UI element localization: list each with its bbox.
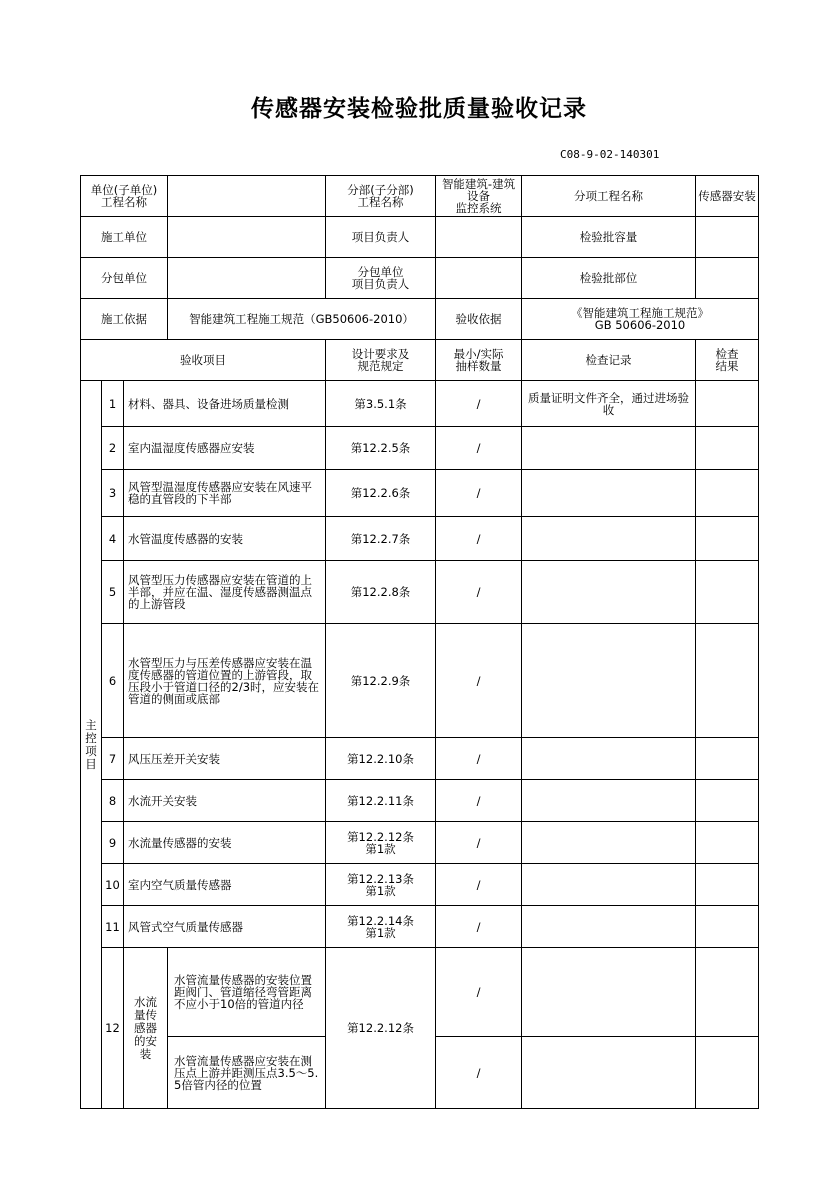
row-sample[interactable]: / bbox=[436, 561, 522, 624]
row-number: 11 bbox=[102, 906, 124, 948]
table-row bbox=[81, 864, 759, 906]
row-record[interactable]: 质量证明文件齐全，通过进场验收 bbox=[522, 381, 696, 427]
constructor-label: 施工单位 bbox=[81, 217, 168, 258]
row-spec: 第12.2.5条 bbox=[326, 427, 436, 470]
table-row bbox=[81, 780, 759, 822]
table-row bbox=[81, 470, 759, 517]
table-row bbox=[81, 517, 759, 561]
row-result[interactable] bbox=[696, 517, 759, 561]
subdiv-value[interactable]: 智能建筑-建筑设备 监控系统 bbox=[436, 176, 522, 217]
row-item: 水流开关安装 bbox=[124, 780, 326, 822]
row-number: 6 bbox=[102, 624, 124, 738]
pm-value[interactable] bbox=[436, 217, 522, 258]
row-sample[interactable]: / bbox=[436, 624, 522, 738]
row-item: 水管流量传感器应安装在测压点上游并距测压点3.5～5.5倍管内径的位置 bbox=[168, 1037, 326, 1109]
row-record[interactable] bbox=[522, 1037, 696, 1109]
sub-pm-value[interactable] bbox=[436, 258, 522, 299]
row-number: 9 bbox=[102, 822, 124, 864]
row12-group bbox=[124, 948, 168, 1109]
acceptance-table bbox=[80, 175, 759, 1109]
main-control-group bbox=[81, 381, 102, 1109]
row-result[interactable] bbox=[696, 427, 759, 470]
table-row bbox=[81, 948, 759, 1037]
row-number: 8 bbox=[102, 780, 124, 822]
constructor-value[interactable] bbox=[168, 217, 326, 258]
row-result[interactable] bbox=[696, 1037, 759, 1109]
row-result[interactable] bbox=[696, 822, 759, 864]
row-record[interactable] bbox=[522, 738, 696, 780]
row-spec: 第12.2.12条 bbox=[326, 948, 436, 1109]
row-number: 1 bbox=[102, 381, 124, 427]
table-row bbox=[81, 906, 759, 948]
page-title: 传感器安装检验批质量验收记录 bbox=[251, 96, 587, 122]
table-row bbox=[81, 561, 759, 624]
row-record[interactable] bbox=[522, 517, 696, 561]
row-sample[interactable]: / bbox=[436, 864, 522, 906]
row-item: 水流量传感器的安装 bbox=[124, 822, 326, 864]
row-record[interactable] bbox=[522, 906, 696, 948]
row-number: 5 bbox=[102, 561, 124, 624]
row-spec: 第12.2.8条 bbox=[326, 561, 436, 624]
row-spec: 第12.2.12条 第1款 bbox=[326, 822, 436, 864]
col-record: 检查记录 bbox=[522, 340, 696, 381]
row-result[interactable] bbox=[696, 780, 759, 822]
sub-label: 分包单位 bbox=[81, 258, 168, 299]
row-spec: 第12.2.9条 bbox=[326, 624, 436, 738]
row-spec: 第12.2.7条 bbox=[326, 517, 436, 561]
row-result[interactable] bbox=[696, 561, 759, 624]
row-sample[interactable]: / bbox=[436, 1037, 522, 1109]
row-number: 10 bbox=[102, 864, 124, 906]
info-row-4 bbox=[81, 299, 759, 340]
row-spec: 第12.2.13条 第1款 bbox=[326, 864, 436, 906]
row-sample[interactable]: / bbox=[436, 948, 522, 1037]
row-sample[interactable]: / bbox=[436, 822, 522, 864]
info-row-3 bbox=[81, 258, 759, 299]
row-spec: 第12.2.10条 bbox=[326, 738, 436, 780]
row-sample[interactable]: / bbox=[436, 780, 522, 822]
row-result[interactable] bbox=[696, 948, 759, 1037]
part-value[interactable] bbox=[696, 258, 759, 299]
subitem-label: 分项工程名称 bbox=[522, 176, 696, 217]
pm-label: 项目负责人 bbox=[326, 217, 436, 258]
col-result: 检查 结果 bbox=[696, 340, 759, 381]
row-result[interactable] bbox=[696, 470, 759, 517]
row-number: 4 bbox=[102, 517, 124, 561]
sub-value[interactable] bbox=[168, 258, 326, 299]
row-sample[interactable]: / bbox=[436, 738, 522, 780]
row-spec: 第3.5.1条 bbox=[326, 381, 436, 427]
row-record[interactable] bbox=[522, 427, 696, 470]
row-number: 3 bbox=[102, 470, 124, 517]
row-item: 风管式空气质量传感器 bbox=[124, 906, 326, 948]
row-item: 水管型压力与压差传感器应安装在温度传感器的管道位置的上游管段，取压段小于管道口径的2/3时，应安装在管道的侧面或底部 bbox=[124, 624, 326, 738]
row-sample[interactable]: / bbox=[436, 517, 522, 561]
row-sample[interactable]: / bbox=[436, 381, 522, 427]
row-result[interactable] bbox=[696, 381, 759, 427]
sub-pm-label: 分包单位 项目负责人 bbox=[326, 258, 436, 299]
group-label: 主控项目 bbox=[85, 717, 97, 771]
col-item: 验收项目 bbox=[81, 340, 326, 381]
row-item: 水管流量传感器的安装位置距阀门、管道缩径弯管距离不应小于10倍的管道内径 bbox=[168, 948, 326, 1037]
row-spec: 第12.2.11条 bbox=[326, 780, 436, 822]
row-record[interactable] bbox=[522, 624, 696, 738]
table-row bbox=[81, 822, 759, 864]
table-row bbox=[81, 624, 759, 738]
info-row-1 bbox=[81, 176, 759, 217]
row-result[interactable] bbox=[696, 624, 759, 738]
row-spec: 第12.2.6条 bbox=[326, 470, 436, 517]
row-item: 材料、器具、设备进场质量检测 bbox=[124, 381, 326, 427]
row-item: 风压压差开关安装 bbox=[124, 738, 326, 780]
row-number: 12 bbox=[102, 948, 124, 1109]
row-item: 风管型压力传感器应安装在管道的上半部，并应在温、湿度传感器测温点的上游管段 bbox=[124, 561, 326, 624]
row-result[interactable] bbox=[696, 738, 759, 780]
subdiv-label: 分部(子分部) 工程名称 bbox=[326, 176, 436, 217]
row-record[interactable] bbox=[522, 822, 696, 864]
row-record[interactable] bbox=[522, 470, 696, 517]
unit-value[interactable] bbox=[168, 176, 326, 217]
row-item: 室内空气质量传感器 bbox=[124, 864, 326, 906]
capacity-value[interactable] bbox=[696, 217, 759, 258]
table-row bbox=[81, 381, 759, 427]
row-item: 风管型温湿度传感器应安装在风速平稳的直管段的下半部 bbox=[124, 470, 326, 517]
basis-label: 施工依据 bbox=[81, 299, 168, 340]
row-sample[interactable]: / bbox=[436, 906, 522, 948]
basis-value[interactable]: 智能建筑工程施工规范（GB50606-2010） bbox=[168, 299, 436, 340]
row-item: 室内温湿度传感器应安装 bbox=[124, 427, 326, 470]
row-result[interactable] bbox=[696, 906, 759, 948]
row-spec: 第12.2.14条 第1款 bbox=[326, 906, 436, 948]
row-number: 7 bbox=[102, 738, 124, 780]
col-design: 设计要求及 规范规定 bbox=[326, 340, 436, 381]
row-record[interactable] bbox=[522, 948, 696, 1037]
table-row bbox=[81, 738, 759, 780]
part-label: 检验批部位 bbox=[522, 258, 696, 299]
row-number: 2 bbox=[102, 427, 124, 470]
row-sample[interactable]: / bbox=[436, 427, 522, 470]
unit-label: 单位(子单位) 工程名称 bbox=[81, 176, 168, 217]
accept-basis-value[interactable]: 《智能建筑工程施工规范》 GB 50606-2010 bbox=[522, 299, 759, 340]
form-code: C08-9-02-140301 bbox=[560, 148, 660, 161]
table-row bbox=[81, 427, 759, 470]
row-record[interactable] bbox=[522, 864, 696, 906]
subitem-value[interactable]: 传感器安装 bbox=[696, 176, 759, 217]
row-item: 水管温度传感器的安装 bbox=[124, 517, 326, 561]
accept-basis-label: 验收依据 bbox=[436, 299, 522, 340]
col-sample: 最小/实际 抽样数量 bbox=[436, 340, 522, 381]
capacity-label: 检验批容量 bbox=[522, 217, 696, 258]
row-record[interactable] bbox=[522, 561, 696, 624]
row-sample[interactable]: / bbox=[436, 470, 522, 517]
column-header-row bbox=[81, 340, 759, 381]
row-result[interactable] bbox=[696, 864, 759, 906]
row-record[interactable] bbox=[522, 780, 696, 822]
row12-group-label: 水流量传感器的安装 bbox=[134, 994, 157, 1061]
info-row-2 bbox=[81, 217, 759, 258]
